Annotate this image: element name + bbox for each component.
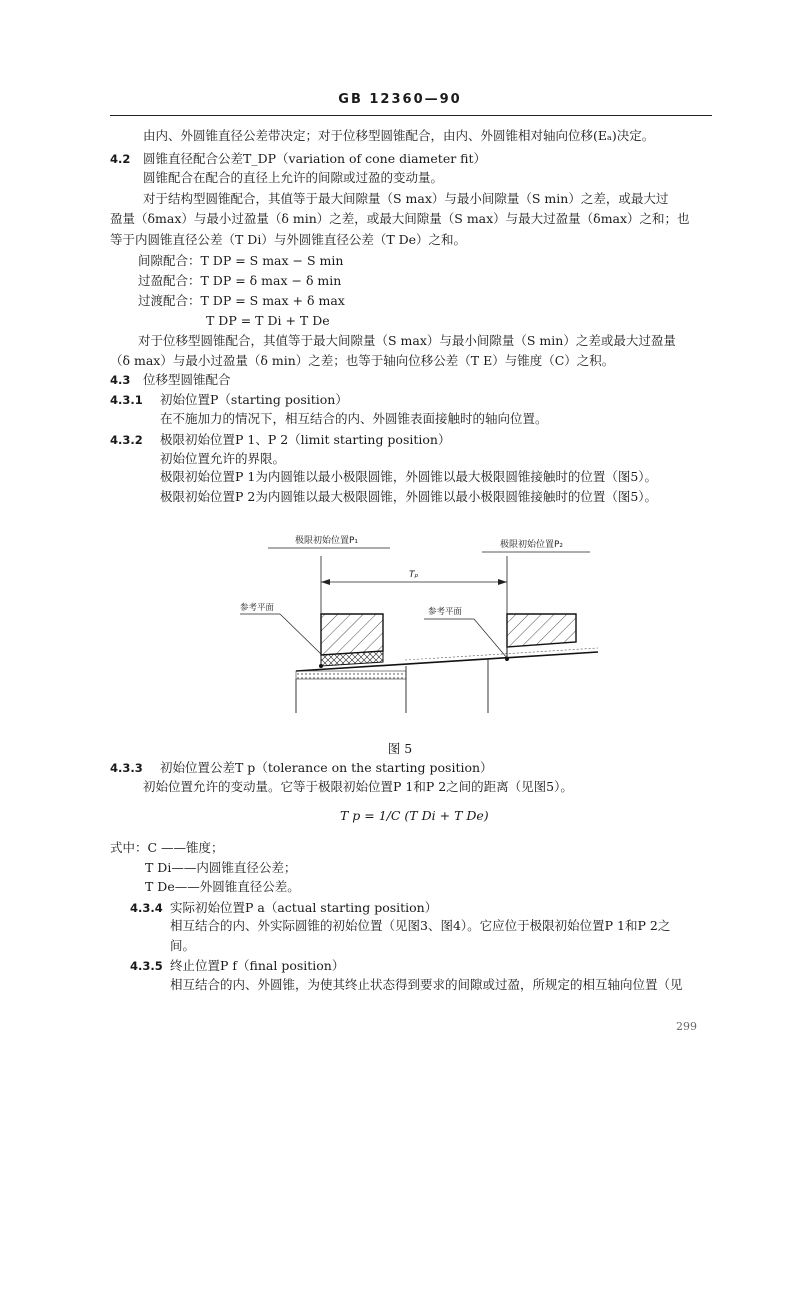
leader-line xyxy=(280,614,321,654)
section-heading: 圆锥直径配合公差T_DP（variation of cone diameter fit） xyxy=(143,151,487,166)
text-line: 式中：C ——锥度； xyxy=(110,840,224,855)
tolerance-zone xyxy=(296,671,406,679)
label-tp: Tₚ xyxy=(409,570,419,580)
text-line: （δ max）与最小过盈量（δ min）之差；也等于轴向位移公差（T E）与锥度（C）之积。 xyxy=(110,353,615,368)
standard-header: GB 12360—90 xyxy=(338,92,462,107)
formula-tp: T p = 1/C (T Di + T De) xyxy=(340,808,489,823)
contact-point xyxy=(319,664,323,668)
figure-caption: 图 5 xyxy=(387,741,413,756)
text-line: 盈量（δmax）与最小过盈量（δ min）之差，或最大间隙量（S max）与最大过盈量（δmax）之和；也 xyxy=(110,211,690,226)
text-line: 由内、外圆锥直径公差带决定；对于位移型圆锥配合，由内、外圆锥相对轴向位移(Eₐ)决定。 xyxy=(143,128,655,143)
section-heading: 初始位置P（starting position） xyxy=(160,392,348,407)
text-line: 在不施加力的情况下，相互结合的内、外圆锥表面接触时的轴向位置。 xyxy=(160,411,548,426)
page-number: 299 xyxy=(676,1020,697,1033)
leader-line xyxy=(474,619,507,658)
text-line: 对于位移型圆锥配合，其值等于最大间隙量（S max）与最小间隙量（S min）之差或最大过盈量 xyxy=(138,333,676,348)
section-heading: 位移型圆锥配合 xyxy=(143,372,231,387)
formula-line: 过盈配合：T DP = δ max − δ min xyxy=(138,273,342,288)
label-p2: 极限初始位置P₂ xyxy=(500,540,564,550)
label-p1: 极限初始位置P₁ xyxy=(295,536,359,546)
section-heading: 极限初始位置P 1、P 2（limit starting position） xyxy=(160,432,451,447)
section-number: 4.3 xyxy=(110,373,131,387)
text-line: 相互结合的内、外实际圆锥的初始位置（见图3、图4）。它应位于极限初始位置P 1和P 2之 xyxy=(170,918,671,933)
section-number: 4.3.3 xyxy=(110,761,143,775)
inner-cone-p2 xyxy=(507,614,576,647)
section-number: 4.3.4 xyxy=(130,901,163,915)
arrowhead xyxy=(321,579,330,585)
section-heading: 实际初始位置P a（actual starting position） xyxy=(170,900,438,915)
formula-line: 间隙配合：T DP = S max − S min xyxy=(138,253,344,268)
section-number: 4.2 xyxy=(110,152,131,166)
header-rule xyxy=(110,115,712,116)
text-line: 相互结合的内、外圆锥，为使其终止状态得到要求的间隙或过盈，所规定的相互轴向位置（见 xyxy=(170,977,683,992)
label-reference-plane-2: 参考平面 xyxy=(428,607,463,617)
arrowhead xyxy=(498,579,507,585)
formula-line: T DP = T Di + T De xyxy=(206,313,330,328)
formula-line: 过渡配合：T DP = S max + δ max xyxy=(138,293,345,308)
text-line: 圆锥配合在配合的直径上允许的间隙或过盈的变动量。 xyxy=(143,170,444,185)
text-line: 间。 xyxy=(170,938,196,953)
text-line: 极限初始位置P 1为内圆锥以最小极限圆锥，外圆锥以最大极限圆锥接触时的位置（图5）。 xyxy=(160,469,658,484)
text-line: 初始位置允许的界限。 xyxy=(160,451,286,466)
text-line: T Di——内圆锥直径公差； xyxy=(145,860,297,875)
text-line: 对于结构型圆锥配合，其值等于最大间隙量（S max）与最小间隙量（S min）之差，或最大过 xyxy=(143,191,669,206)
section-heading: 初始位置公差T p（tolerance on the starting position） xyxy=(160,760,493,775)
text-line: 极限初始位置P 2为内圆锥以最大极限圆锥，外圆锥以最小极限圆锥接触时的位置（图5）。 xyxy=(160,489,658,504)
label-reference-plane-1: 参考平面 xyxy=(240,603,275,613)
text-line: T De——外圆锥直径公差。 xyxy=(145,879,300,894)
section-number: 4.3.1 xyxy=(110,393,143,407)
section-heading: 终止位置P f（final position） xyxy=(170,958,345,973)
section-number: 4.3.5 xyxy=(130,959,163,973)
section-number: 4.3.2 xyxy=(110,433,143,447)
inner-cone-p1 xyxy=(321,614,383,655)
figure-5 xyxy=(220,528,610,723)
text-line: 等于内圆锥直径公差（T Di）与外圆锥直径公差（T De）之和。 xyxy=(110,232,467,247)
text-line: 初始位置允许的变动量。它等于极限初始位置P 1和P 2之间的距离（见图5）。 xyxy=(143,779,573,794)
